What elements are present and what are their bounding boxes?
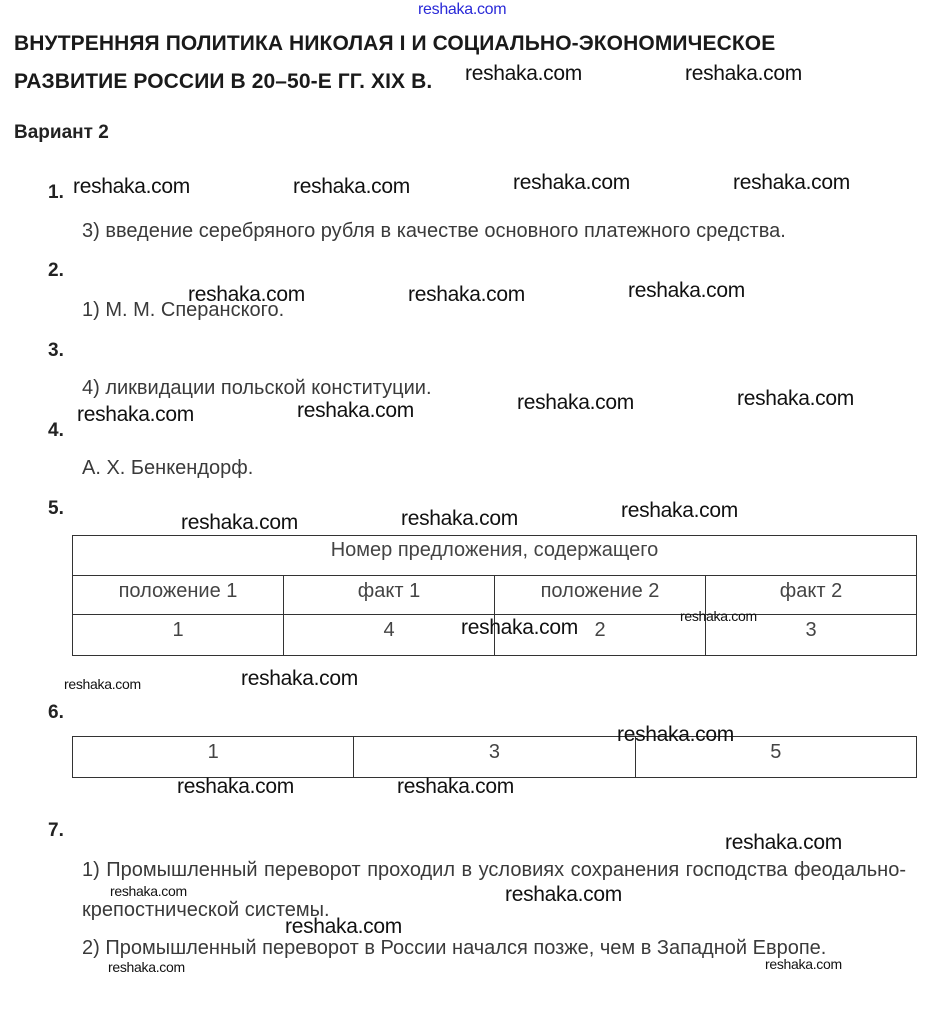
question-number-4: 4.: [48, 420, 64, 441]
answer-6-table: [72, 736, 917, 778]
watermark: reshaka.com: [621, 499, 738, 522]
answer-3: 4) ликвидации польской конституции.: [82, 377, 432, 399]
watermark: reshaka.com: [628, 279, 745, 302]
table6-value-3: 5: [635, 737, 916, 778]
watermark: reshaka.com: [517, 391, 634, 414]
watermark: reshaka.com: [64, 676, 141, 692]
watermark: reshaka.com: [241, 667, 358, 690]
question-number-5: 5.: [48, 498, 64, 519]
watermark: reshaka.com: [725, 831, 842, 854]
answer-7-point-1: 1) Промышленный переворот проходил в условиях сохранения господства феодально-крепостнической системы.: [82, 859, 906, 921]
table6-value-2: 3: [354, 737, 635, 778]
watermark: reshaka.com: [77, 403, 194, 426]
watermark: reshaka.com: [188, 283, 305, 306]
question-number-7: 7.: [48, 820, 64, 841]
watermark: reshaka.com: [617, 723, 734, 746]
page-title-line-2: РАЗВИТИЕ РОССИИ В 20–50-Е ГГ. XIX В.: [14, 70, 433, 93]
watermark: reshaka.com: [285, 915, 402, 938]
watermark: reshaka.com: [293, 175, 410, 198]
watermark: reshaka.com: [513, 171, 630, 194]
watermark: reshaka.com: [177, 775, 294, 798]
watermark: reshaka.com: [181, 511, 298, 534]
watermark: reshaka.com: [685, 62, 802, 85]
watermark: reshaka.com: [461, 616, 578, 639]
watermark: reshaka.com: [110, 883, 187, 899]
table5-col-1: положение 1: [73, 576, 284, 615]
answer-7-point-2: 2) Промышленный переворот в России начался позже, чем в Западной Европе.: [82, 937, 827, 959]
variant-heading: Вариант 2: [14, 122, 109, 143]
table5-value-1: 1: [73, 615, 284, 656]
watermark: reshaka.com: [108, 959, 185, 975]
table5-col-2: факт 1: [284, 576, 495, 615]
question-number-6: 6.: [48, 702, 64, 723]
watermark: reshaka.com: [505, 883, 622, 906]
question-number-2: 2.: [48, 260, 64, 281]
watermark: reshaka.com: [73, 175, 190, 198]
table5-col-3: положение 2: [495, 576, 706, 615]
watermark: reshaka.com: [297, 399, 414, 422]
watermark: reshaka.com: [765, 956, 842, 972]
table5-value-3: 2: [495, 615, 706, 656]
watermark: reshaka.com: [680, 608, 757, 624]
question-number-3: 3.: [48, 340, 64, 361]
table5-col-4: факт 2: [706, 576, 917, 615]
table5-value-2: 4: [284, 615, 495, 656]
watermark: reshaka.com: [397, 775, 514, 798]
watermark: reshaka.com: [418, 1, 507, 18]
answer-4: А. Х. Бенкендорф.: [82, 457, 254, 479]
question-number-1: 1.: [48, 182, 64, 203]
watermark: reshaka.com: [733, 171, 850, 194]
answer-2: 1) М. М. Сперанского.: [82, 299, 285, 321]
watermark: reshaka.com: [408, 283, 525, 306]
table5-value-4: 3: [706, 615, 917, 656]
watermark: reshaka.com: [737, 387, 854, 410]
answer-1: 3) введение серебряного рубля в качестве основного платежного средства.: [82, 220, 786, 242]
watermark: reshaka.com: [401, 507, 518, 530]
page-title-line-1: ВНУТРЕННЯЯ ПОЛИТИКА НИКОЛАЯ I И СОЦИАЛЬНО-ЭКОНОМИЧЕСКОЕ: [14, 32, 776, 55]
watermark: reshaka.com: [465, 62, 582, 85]
table6-value-1: 1: [73, 737, 354, 778]
table5-header: Номер предложения, содержащего: [73, 536, 917, 576]
